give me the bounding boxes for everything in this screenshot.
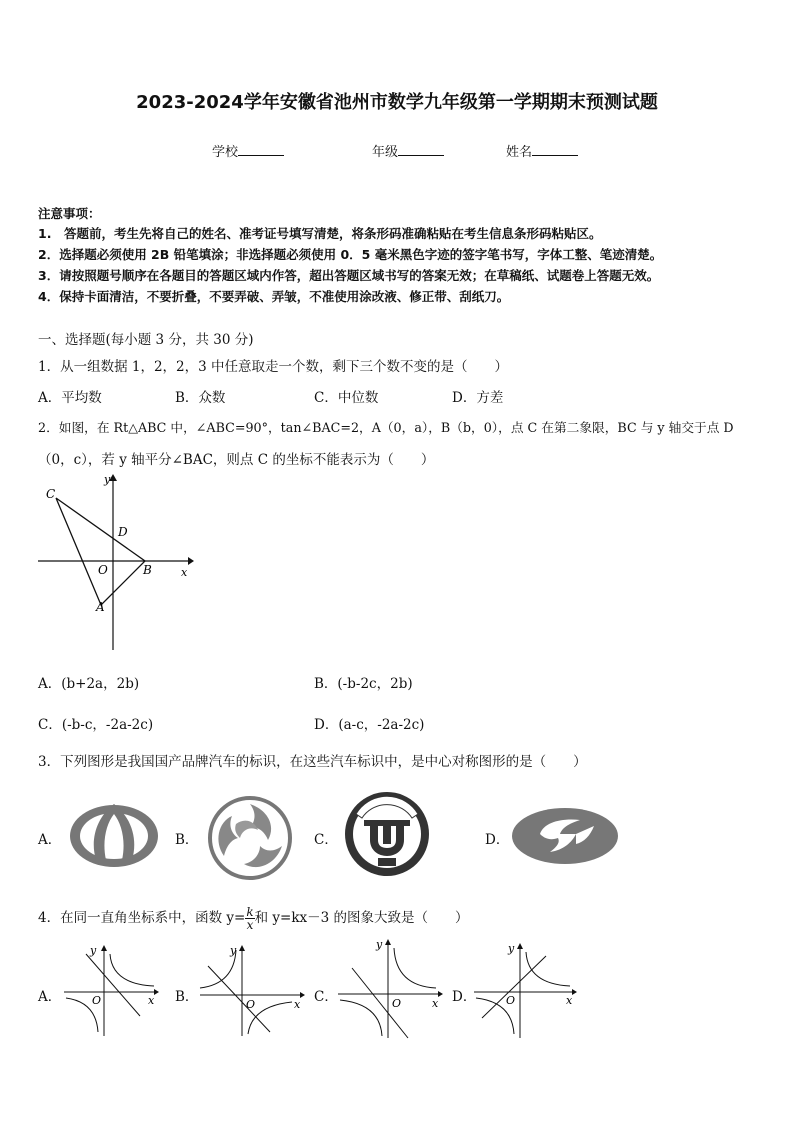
q4c-label-x: x — [432, 997, 439, 1010]
q4-option-a: A． — [38, 989, 62, 1005]
notice-heading: 注意事项： — [38, 206, 101, 221]
q4d-label-o: O — [506, 994, 516, 1007]
notice-item-1: 1. 答题前，考生先将自己的姓名、准考证号填写清楚，将条形码准确粘贴在考生信息条形码粘贴区。 — [38, 226, 602, 241]
q4d-label-y: y — [508, 942, 515, 955]
notice-item-2: 2．选择题必须使用 2B 铅笔填涂；非选择题必须使用 0．5 毫米黑色字迹的签字笔书写，字体工整、笔迹清楚。 — [38, 247, 663, 262]
q4-option-c: C． — [314, 989, 338, 1005]
q4b-label-o: O — [246, 998, 256, 1011]
q3-option-c: C． — [314, 832, 338, 848]
q1-option-d: D．方差 — [452, 390, 504, 406]
q3-stem: 3．下列图形是我国国产品牌汽车的标识，在这些汽车标识中，是中心对称图形的是（ ） — [38, 754, 587, 770]
q4-graph-b — [196, 940, 308, 1040]
q2-label-y: y — [104, 473, 111, 486]
q2-label-x: x — [181, 566, 188, 579]
q2-label-b: B — [143, 563, 152, 577]
notice-item-3: 3．请按照题号顺序在各题目的答题区域内作答，超出答题区域书写的答案无效；在草稿纸、试题卷上答题无效。 — [38, 268, 660, 283]
q1-option-a: A．平均数 — [38, 390, 102, 406]
q4-frac-num: k — [246, 905, 254, 919]
q1-option-c: C．中位数 — [314, 390, 379, 406]
section-heading: 一、选择题(每小题 3 分，共 30 分) — [38, 332, 254, 348]
q3-option-d: D． — [485, 832, 510, 848]
school-blank — [238, 143, 284, 156]
q4d-label-x: x — [566, 994, 573, 1007]
q4-stem-before: 4．在同一直角坐标系中，函数 y= — [38, 910, 246, 926]
name-field — [506, 141, 578, 160]
q2-label-c: C — [46, 487, 56, 501]
q2-option-d: D．(a-c，-2a-2c) — [314, 717, 425, 733]
q2-option-c: C．(-b-c，-2a-2c) — [38, 717, 154, 733]
q4b-label-x: x — [294, 998, 301, 1011]
q4a-label-o: O — [92, 994, 102, 1007]
notice-item-4: 4．保持卡面清洁，不要折叠，不要弄破、弄皱，不准使用涂改液、修正带、刮纸刀。 — [38, 289, 510, 304]
q2-option-a: A．(b+2a，2b) — [38, 676, 140, 692]
q4c-label-o: O — [392, 997, 402, 1010]
q4-fraction — [245, 906, 254, 931]
q4-stem-after: 和 y=kx－3 的图象大致是（ ） — [254, 910, 469, 926]
q1-stem: 1．从一组数据 1，2，2，3 中任意取走一个数，剩下三个数不变的是（ ） — [38, 359, 509, 375]
q2-label-o: O — [98, 563, 108, 577]
logo-a-icon — [66, 800, 162, 872]
logo-b-icon — [206, 790, 294, 882]
name-label: 姓名 — [506, 145, 533, 160]
q3-option-b: B． — [175, 832, 199, 848]
q4-frac-den: x — [246, 918, 254, 932]
q4-option-b: B． — [175, 989, 199, 1005]
name-blank — [532, 143, 578, 156]
q2-label-d: D — [118, 525, 128, 539]
q2-label-a: A — [96, 600, 105, 614]
q4-stem — [38, 906, 469, 931]
q4a-label-x: x — [148, 994, 155, 1007]
logo-d-icon — [510, 806, 620, 866]
q4a-label-y: y — [90, 944, 97, 957]
q2-option-b: B．(-b-2c，2b) — [314, 676, 413, 692]
q3-option-a: A． — [38, 832, 62, 848]
grade-label: 年级 — [372, 145, 399, 160]
q4-option-d: D． — [452, 989, 477, 1005]
q2-stem-line1: 2．如图，在 Rt△ABC 中，∠ABC=90°，tan∠BAC=2，A（0，a），B（b，0），点 C 在第二象限，BC 与 y 轴交于点 D — [38, 420, 734, 435]
q4-graph-a — [62, 940, 164, 1040]
q2-figure — [34, 468, 196, 658]
q4-graph-c — [336, 934, 448, 1042]
q2-stem-line2: （0，c），若 y 轴平分∠BAC，则点 C 的坐标不能表示为（ ） — [38, 452, 435, 468]
q4c-label-y: y — [376, 938, 383, 951]
logo-c-icon — [342, 790, 432, 878]
school-field — [212, 141, 284, 160]
grade-field — [372, 141, 444, 160]
grade-blank — [398, 143, 444, 156]
school-label: 学校 — [212, 145, 239, 160]
q1-option-b: B．众数 — [175, 390, 226, 406]
page-title: 2023-2024学年安徽省池州市数学九年级第一学期期末预测试题 — [136, 92, 658, 113]
q4-graph-d — [472, 938, 584, 1042]
q4b-label-y: y — [230, 944, 237, 957]
